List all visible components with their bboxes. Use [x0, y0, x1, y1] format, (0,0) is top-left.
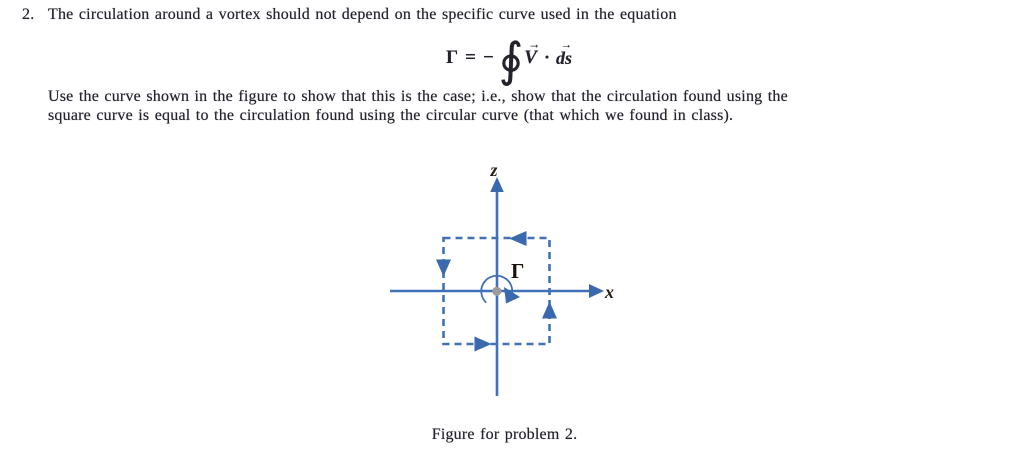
vector-arrow-icon: → — [528, 37, 541, 51]
contour-integral-symbol: ∮ — [498, 32, 524, 88]
x-axis-arrowhead-icon — [589, 284, 604, 298]
z-axis-label: z — [490, 160, 498, 180]
square-left-edge-arrow-down-icon — [436, 260, 451, 277]
problem-statement: The circulation around a vortex should not depend on the specific curve used in the equation — [48, 6, 677, 23]
body-text-line-1: Use the curve shown in the figure to show that this is the case; i.e., show that the circulation found using the — [48, 88, 788, 105]
circulation-gamma-label: Γ — [511, 259, 525, 283]
origin-dot — [492, 287, 501, 296]
path-element-vector — [555, 38, 572, 69]
circulation-equation — [0, 32, 1018, 88]
square-right-edge-arrow-up-icon — [542, 302, 557, 319]
dot-product-operator: · — [543, 46, 550, 67]
square-top-edge-arrow-left-icon — [509, 231, 527, 246]
x-axis-label: x — [605, 282, 614, 302]
figure-caption: Figure for problem 2. — [431, 426, 578, 443]
problem-number: 2. — [22, 6, 35, 23]
minus-sign: − — [482, 47, 494, 68]
velocity-vector — [524, 37, 541, 69]
body-text-line-2: square curve is equal to the circulation found using the circular curve (that which we found in class). — [48, 107, 734, 124]
gamma-symbol: Γ — [446, 47, 459, 68]
path-element-symbol: ds — [555, 47, 572, 68]
vortex-circulation-figure — [370, 150, 630, 410]
vector-arrow-icon: → — [560, 38, 572, 51]
square-bottom-edge-arrow-right-icon — [475, 337, 492, 352]
velocity-symbol: V — [524, 47, 537, 68]
equals-sign: = — [465, 47, 476, 68]
